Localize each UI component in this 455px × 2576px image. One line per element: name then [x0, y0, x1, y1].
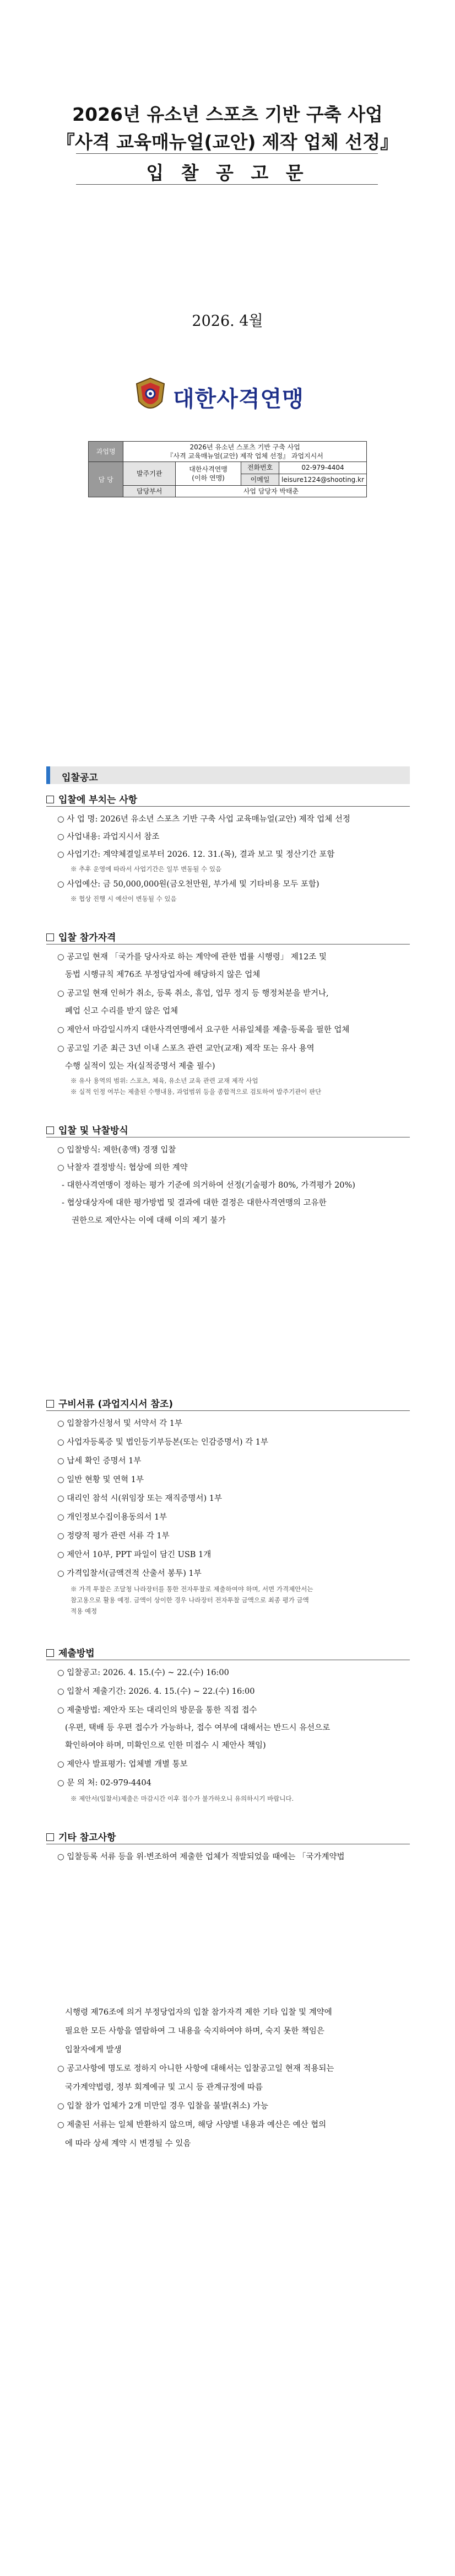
subsection-4-title: [46, 1396, 410, 1410]
orderer-name: 대한사격연맹: [189, 465, 228, 473]
s5-line-1: ○ 입찰공고: 2026. 4. 15.(수) ~ 22.(수) 16:00: [57, 1668, 229, 1677]
s4-item-6: ○ 개인정보수집이용동의서 1부: [57, 1513, 167, 1522]
orderer-sub: (이하 연맹): [192, 474, 225, 482]
s6-line-2b: 필요한 모든 사항을 열람하여 그 내용을 숙지하여야 하며, 숙지 못한 책임은: [65, 2027, 324, 2036]
subsection-1-label: 입찰에 부치는 사항: [58, 795, 138, 806]
checkbox-square-icon: [46, 1126, 54, 1134]
s6-line-4: ○ 입찰 참가 업체가 2개 미만일 경우 입찰을 불발(취소) 가능: [57, 2102, 268, 2111]
s3-line-4b: 권한으로 제안사는 이에 대해 이의 제기 불가: [72, 1216, 226, 1225]
s5-line-5: ○ 문 의 처: 02-979-4404: [57, 1779, 151, 1788]
s3-line-1: ○ 입찰방식: 제한(총액) 경쟁 입찰: [57, 1146, 176, 1155]
s6-line-3: ○ 공고사항에 명도로 정하지 아니한 사항에 대해서는 입찰공고일 현재 적용되는: [57, 2064, 334, 2073]
phone-value: 02-979-4404: [279, 462, 367, 474]
s5-line-3b: (우편, 택배 등 우편 접수가 가능하나, 접수 여부에 대해서는 반드시 유선으로: [65, 1724, 331, 1732]
subsection-5-label: 제출방법: [58, 1648, 95, 1659]
dept-label: 담당부서: [123, 485, 176, 497]
s2-note-1: ※ 유사 용역의 범위: 스포츠, 체육, 유소년 교육 관련 교재 제작 사업: [71, 1077, 258, 1085]
orderer-value: [176, 462, 241, 485]
title-line-2: 『사격 교육매뉴얼(교안) 제작 업체 선정』: [56, 131, 399, 153]
s2-line-3: ○ 제안서 마감일시까지 대한사격연맹에서 요구한 서류일체를 제출·등록을 필한 업체: [57, 1026, 350, 1034]
s6-line-2: 시행령 제76조에 의거 부정당업자의 입찰 참가자격 제한 기타 입찰 및 계약에: [65, 2008, 332, 2017]
s2-line-1b: 동법 시행규칙 제76조 부정당업자에 해당하지 않은 업체: [65, 970, 261, 979]
subject-line-1: 2026년 유소년 스포츠 기반 구축 사업: [189, 443, 300, 451]
s4-item-7: ○ 정량적 평가 관련 서류 각 1부: [57, 1532, 170, 1541]
subsection-3-label: 입찰 및 낙찰방식: [58, 1125, 128, 1136]
checkbox-square-icon: [46, 933, 54, 941]
s6-line-5: ○ 제출된 서류는 일체 반환하지 않으며, 해당 사양별 내용과 예산은 예산 협의: [57, 2121, 327, 2129]
subsection-2-title: [46, 930, 410, 943]
s4-note-3: 적용 예정: [71, 1607, 98, 1615]
s6-line-2c: 입찰자에게 발생: [65, 2046, 122, 2054]
s1-note-2: ※ 협상 진행 시 예산이 변동될 수 있음: [71, 895, 177, 903]
subsection-6-label: 기타 참고사항: [58, 1832, 116, 1843]
s1-item-3: ○ 사업기간: 계약체결일로부터 2026. 12. 31.(목), 결과 보고 및 정산기간 포함: [57, 850, 335, 859]
s5-line-4: ○ 제안사 발표평가: 업체별 개별 통보: [57, 1760, 188, 1769]
announcement-date: 2026. 4월: [192, 313, 263, 330]
s1-note-1: ※ 추후 운영에 따라서 사업기간은 일부 변동될 수 있음: [71, 865, 222, 873]
s1-item-2: ○ 사업내용: 과업지시서 참조: [57, 833, 160, 841]
title-line-1: 2026년 유소년 스포츠 기반 구축 사업: [72, 104, 383, 125]
subsection-4-rule: [46, 1410, 410, 1411]
s4-item-2: ○ 사업자등록증 및 법인등기부등본(또는 인감증명서) 각 1부: [57, 1438, 269, 1447]
subsection-2-label: 입찰 참가자격: [58, 932, 116, 943]
s3-line-3: - 대한사격연맹이 정하는 평가 기준에 의거하여 선정(기술평가 80%, 가격평가 20%): [62, 1181, 355, 1190]
subsection-6-title: [46, 1829, 410, 1843]
s4-note-1: ※ 가격 투찰은 조달청 나라장터를 통한 전자투찰로 제출하여야 하며, 서면 가격제안서는: [71, 1585, 313, 1593]
subject-value: [123, 442, 367, 462]
s4-note-2: 참고용으로 활용 예정. 금액이 상이한 경우 나라장터 전자투찰 금액으로 최종 평가 금액: [71, 1596, 309, 1604]
subsection-1-title: [46, 792, 410, 806]
subject-label: 과업명: [89, 442, 123, 462]
dept-value: 사업 담당자 박태춘: [176, 485, 367, 497]
logo-wordmark: 대한사격연맹: [173, 387, 304, 412]
phone-label: 전화번호: [241, 462, 279, 474]
s5-line-3: ○ 제출방법: 제안자 또는 대리인의 방문을 통한 직접 접수: [57, 1706, 257, 1715]
title-rule-top: [76, 153, 378, 154]
s4-item-1: ○ 입찰참가신청서 및 서약서 각 1부: [57, 1419, 183, 1428]
title-line-3: 입 찰 공 고 문: [146, 162, 309, 184]
subsection-5-title: [46, 1645, 410, 1659]
email-label: 이메일: [241, 474, 279, 485]
subsection-1-rule: [46, 806, 410, 807]
s3-line-2: ○ 낙찰자 결정방식: 협상에 의한 계약: [57, 1163, 188, 1172]
s1-item-1: ○ 사 업 명: 2026년 유소년 스포츠 기반 구축 사업 교육매뉴얼(교안) 제작 업체 선정: [57, 815, 350, 824]
s4-item-8: ○ 제안서 10부, PPT 파일이 담긴 USB 1개: [57, 1550, 212, 1559]
project-info-table: [88, 441, 367, 497]
title-rule-bottom: [76, 184, 378, 185]
subsection-4-label: 구비서류 (과업지시서 참조): [58, 1399, 174, 1410]
s6-line-5b: 에 따라 상세 계약 시 변경될 수 있음: [65, 2139, 191, 2148]
s2-line-4: ○ 공고일 기준 최근 3년 이내 스포츠 관련 교안(교재) 제작 또는 유사 용역: [57, 1044, 315, 1053]
s2-line-1: ○ 공고일 현재 「국가를 당사자로 하는 계약에 관한 법률 시행령」 제12조 및: [57, 953, 327, 962]
checkbox-square-icon: [46, 796, 54, 803]
kssf-logo: [133, 376, 323, 417]
checkbox-square-icon: [46, 1400, 54, 1408]
s1-item-4: ○ 사업예산: 금 50,000,000원(금오천만원, 부가세 및 기타비용 모두 포함): [57, 880, 319, 889]
s4-item-4: ○ 일반 현황 및 연혁 1부: [57, 1475, 144, 1484]
s4-item-9: ○ 가격입찰서(금액견적 산출서 봉투) 1부: [57, 1569, 202, 1578]
emblem-icon: [133, 376, 167, 417]
section-accent: [46, 766, 50, 784]
s2-line-4b: 수행 실적이 있는 자(실적증명서 제출 필수): [65, 1062, 215, 1071]
s2-line-2: ○ 공고일 현재 인허가 취소, 등록 취소, 휴업, 업무 정지 등 행정처분을 받거나,: [57, 989, 329, 998]
checkbox-square-icon: [46, 1649, 54, 1657]
s6-line-3b: 국가계약법령, 정부 회계예규 및 고시 등 관계규정에 따름: [65, 2083, 263, 2092]
checkbox-square-icon: [46, 1833, 54, 1841]
s2-line-2b: 폐업 신고 수리를 받지 않은 업체: [65, 1007, 178, 1016]
s5-note: ※ 제안서(입찰서)제출은 마감시간 이후 접수가 불가하오니 유의하시기 바랍니다.: [71, 1795, 294, 1802]
s3-line-4: - 협상대상자에 대한 평가방법 및 결과에 대한 결정은 대한사격연맹의 고유한: [62, 1199, 327, 1208]
s4-item-3: ○ 납세 확인 증명서 1부: [57, 1457, 142, 1466]
orderer-label: 발주기관: [123, 462, 176, 485]
subject-line-2: 『사격 교육매뉴얼(교안) 제작 업체 선정』 과업지시서: [166, 452, 323, 460]
email-value: leisure1224@shooting.kr: [279, 474, 367, 485]
s5-line-3c: 확인하여야 하며, 미확인으로 인한 미접수 시 제안사 책임): [65, 1741, 266, 1750]
s4-item-5: ○ 대리인 참석 시(위임장 또는 재직증명서) 1부: [57, 1494, 222, 1503]
section-title: 입찰공고: [62, 772, 98, 783]
owner-label: 담 당: [89, 462, 123, 497]
s6-line-1: ○ 입찰등록 서류 등을 위·변조하여 제출한 업체가 적발되었을 때에는 「국가계약법: [57, 1853, 345, 1861]
s5-line-2: ○ 입찰서 제출기간: 2026. 4. 15.(수) ~ 22.(수) 16:00: [57, 1687, 255, 1696]
section-header: [46, 766, 410, 784]
s2-note-2: ※ 실적 인정 여부는 제출된 수행내용, 과업범위 등을 종합적으로 검토하여 발주기관이 판단: [71, 1088, 322, 1096]
subsection-3-title: [46, 1123, 410, 1136]
